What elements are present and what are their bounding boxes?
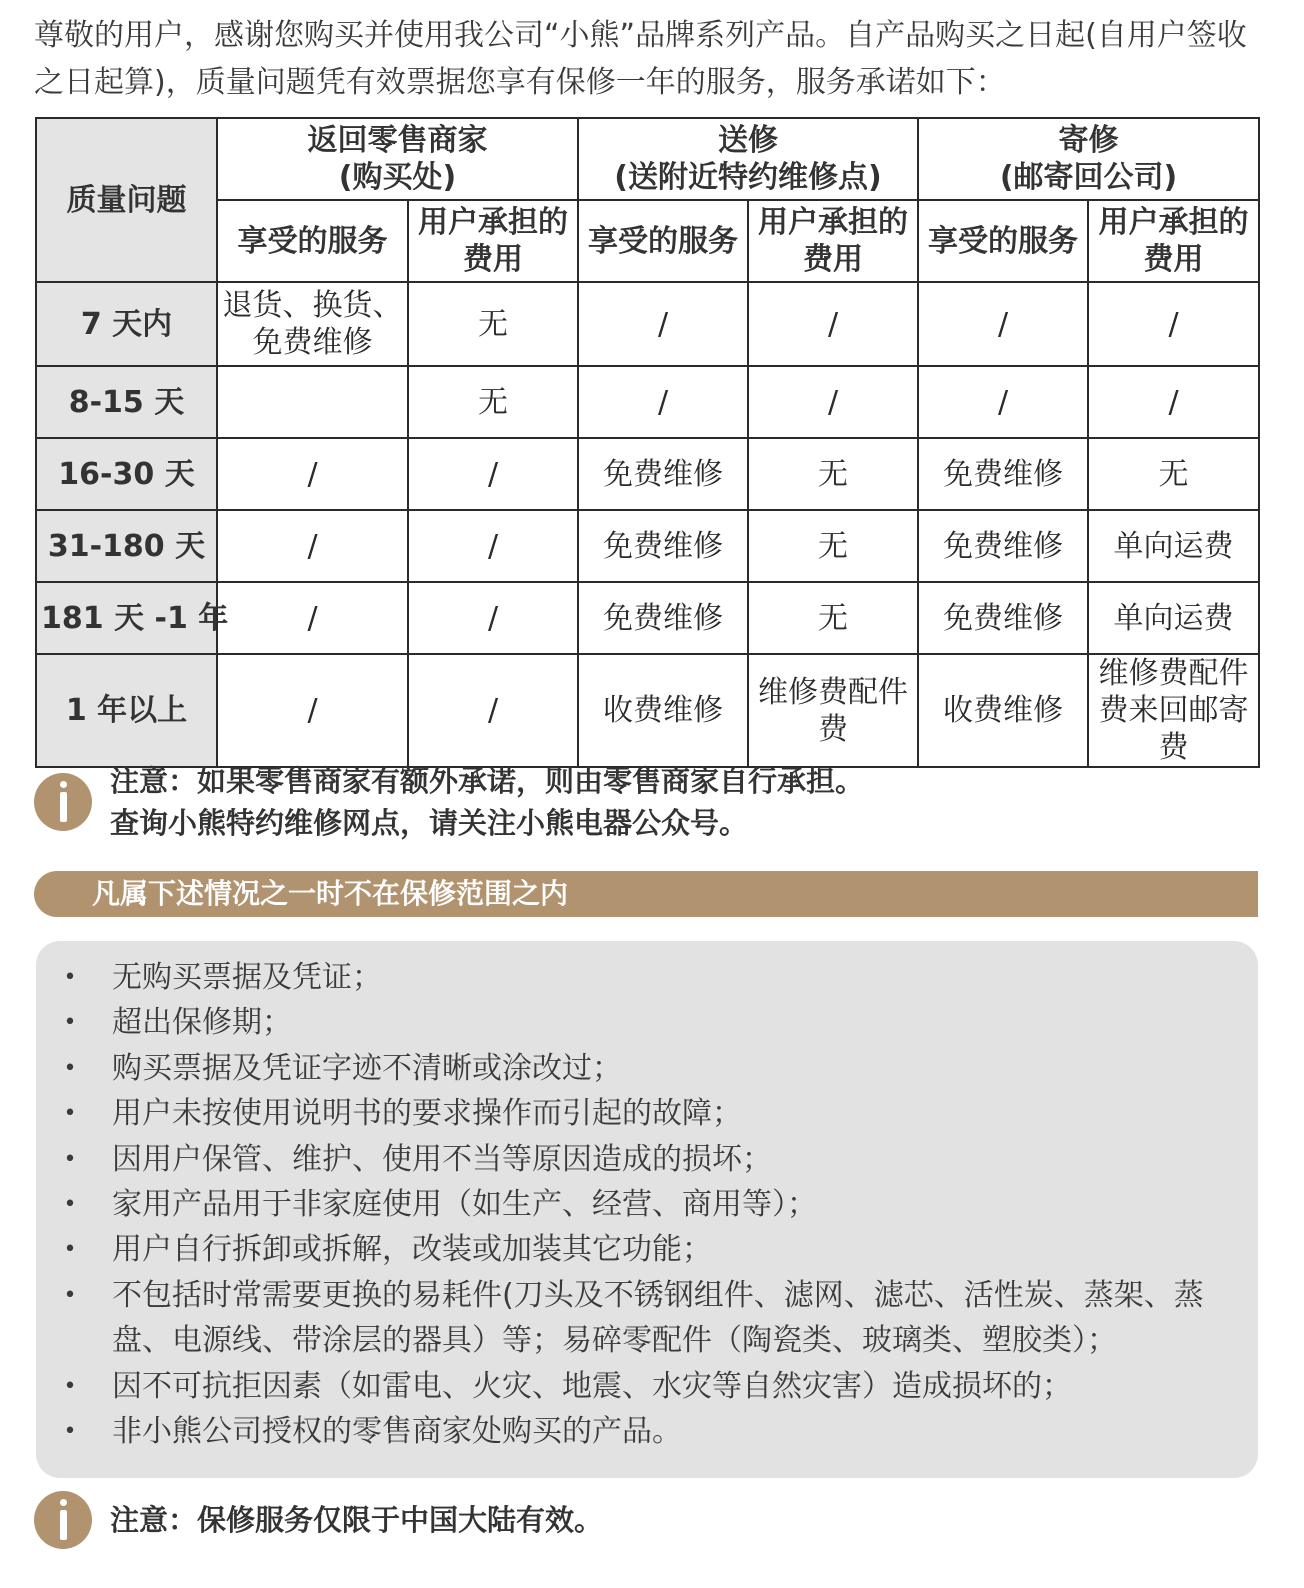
header-group-title: 寄修 — [1058, 123, 1119, 158]
table-cell: / — [408, 654, 578, 767]
header-service: 享受的服务 — [217, 200, 408, 282]
table-cell: 无 — [748, 510, 918, 582]
row-label: 181 天 -1 年 — [36, 582, 217, 654]
table-cell: 维修费配件费 — [748, 654, 918, 767]
info-icon — [34, 1491, 92, 1549]
table-cell: / — [408, 582, 578, 654]
header-cost: 用户承担的费用 — [748, 200, 918, 282]
table-cell: 免费维修 — [918, 438, 1088, 510]
table-row — [36, 282, 1259, 366]
exclusions-list — [56, 955, 1228, 1454]
table-cell: 免费维修 — [578, 438, 748, 510]
row-label: 1 年以上 — [36, 654, 217, 767]
header-group-subtitle: (送附近特约维修点) — [614, 160, 882, 195]
table-cell: 退货、换货、免费维修 — [217, 282, 408, 366]
list-item — [56, 1182, 1228, 1227]
table-cell: / — [217, 582, 408, 654]
table-cell: / — [217, 510, 408, 582]
notice-text — [110, 760, 864, 844]
list-item-text: 因用户保管、维护、使用不当等原因造成的损坏； — [112, 1141, 772, 1177]
row-label: 7 天内 — [36, 282, 217, 366]
list-item-text: 用户未按使用说明书的要求操作而引起的故障； — [112, 1096, 742, 1132]
table-cell: / — [1088, 366, 1259, 438]
header-service: 享受的服务 — [578, 200, 748, 282]
list-item-text: 因不可抗拒因素（如雷电、火灾、地震、水灾等自然灾害）造成损坏的； — [112, 1368, 1072, 1404]
table-cell: / — [408, 510, 578, 582]
table-cell: / — [748, 366, 918, 438]
table-cell: / — [578, 366, 748, 438]
table-cell: 免费维修 — [918, 510, 1088, 582]
exclusions-panel — [36, 941, 1258, 1478]
table-cell: / — [1088, 282, 1259, 366]
list-item-text: 无购买票据及凭证； — [112, 960, 382, 995]
notice-text: 注意：保修服务仅限于中国大陆有效。 — [110, 1503, 604, 1537]
table-cell: 单向运费 — [1088, 510, 1259, 582]
table-cell: 无 — [408, 282, 578, 366]
header-group-retailer — [217, 118, 578, 200]
bullet: • — [63, 1237, 77, 1263]
notice-line: 查询小熊特约维修网点，请关注小熊电器公众号。 — [110, 806, 749, 840]
list-item — [56, 1273, 1228, 1364]
list-item — [56, 1046, 1228, 1091]
notice-line: 注意：如果零售商家有额外承诺，则由零售商家自行承担。 — [110, 764, 865, 798]
bullet: • — [63, 1373, 77, 1399]
table-row — [36, 366, 1259, 438]
list-item — [56, 1409, 1228, 1454]
header-cost: 用户承担的费用 — [1088, 200, 1259, 282]
table-cell: 无 — [748, 582, 918, 654]
header-service: 享受的服务 — [918, 200, 1088, 282]
header-group-subtitle: (购买处) — [338, 160, 457, 195]
list-item-text: 购买票据及凭证字迹不清晰或涂改过； — [112, 1050, 622, 1086]
table-cell: / — [918, 366, 1088, 438]
header-quality-issue: 质量问题 — [36, 118, 217, 282]
table-row — [36, 654, 1259, 767]
table-cell: 收费维修 — [578, 654, 748, 767]
list-item-text: 非小熊公司授权的零售商家处购买的产品。 — [112, 1414, 682, 1450]
list-item-text: 家用产品用于非家庭使用（如生产、经营、商用等）； — [112, 1187, 817, 1223]
table-row — [36, 510, 1259, 582]
list-item-text: 用户自行拆卸或拆解，改装或加装其它功能； — [112, 1232, 712, 1268]
table-cell: 免费维修 — [578, 582, 748, 654]
row-label: 31-180 天 — [36, 510, 217, 582]
header-group-title: 返回零售商家 — [307, 123, 488, 158]
bullet: • — [63, 1146, 77, 1172]
bullet: • — [63, 1010, 77, 1036]
header-group-subtitle: (邮寄回公司) — [999, 160, 1178, 195]
intro-paragraph: 尊敬的用户，感谢您购买并使用我公司“小熊”品牌系列产品。自产品购买之日起(自用户签收之日起算)，质量问题凭有效票据您享有保修一年的服务，服务承诺如下： — [34, 18, 1247, 100]
table-cell: / — [918, 282, 1088, 366]
table-cell: 单向运费 — [1088, 582, 1259, 654]
list-item-text: 超出保修期； — [112, 1005, 292, 1041]
info-icon — [34, 773, 92, 831]
list-item — [56, 1227, 1228, 1272]
list-item — [56, 1000, 1228, 1045]
notice-retailer — [34, 760, 864, 844]
table-cell: / — [408, 438, 578, 510]
table-cell: / — [217, 654, 408, 767]
header-group-title: 送修 — [718, 123, 778, 158]
list-item-text: 不包括时常需要更换的易耗件(刀头及不锈钢组件、滤网、滤芯、活性炭、蒸架、蒸盘、电源线、带涂层的器具）等；易碎零配件（陶瓷类、玻璃类、塑胶类）； — [112, 1277, 1204, 1359]
bullet: • — [63, 1101, 77, 1127]
warranty-table — [35, 117, 1260, 768]
table-cell: 维修费配件费来回邮寄费 — [1088, 654, 1259, 767]
list-item — [56, 1091, 1228, 1136]
bullet: • — [63, 1282, 77, 1308]
table-row — [36, 582, 1259, 654]
header-group-repair-center — [578, 118, 918, 200]
header-group-mail-in — [918, 118, 1259, 200]
bullet: • — [63, 1192, 77, 1218]
table-cell: 无 — [748, 438, 918, 510]
header-cost: 用户承担的费用 — [408, 200, 578, 282]
section-banner: 凡属下述情况之一时不在保修范围之内 — [34, 871, 1258, 917]
table-cell: / — [217, 438, 408, 510]
table-cell: / — [578, 282, 748, 366]
table-row — [36, 438, 1259, 510]
table-cell: / — [748, 282, 918, 366]
table-cell: 无 — [1088, 438, 1259, 510]
table-cell: 收费维修 — [918, 654, 1088, 767]
bullet: • — [63, 965, 77, 990]
list-item — [56, 1137, 1228, 1182]
list-item — [56, 1364, 1228, 1409]
row-label: 8-15 天 — [36, 366, 217, 438]
notice-region — [34, 1491, 603, 1549]
table-cell: 免费维修 — [918, 582, 1088, 654]
table-cell: 无 — [408, 366, 578, 438]
table-cell: 免费维修 — [578, 510, 748, 582]
bullet: • — [63, 1055, 77, 1081]
list-item — [56, 955, 1228, 1000]
table-cell — [217, 366, 408, 438]
bullet: • — [63, 1419, 77, 1445]
row-label: 16-30 天 — [36, 438, 217, 510]
